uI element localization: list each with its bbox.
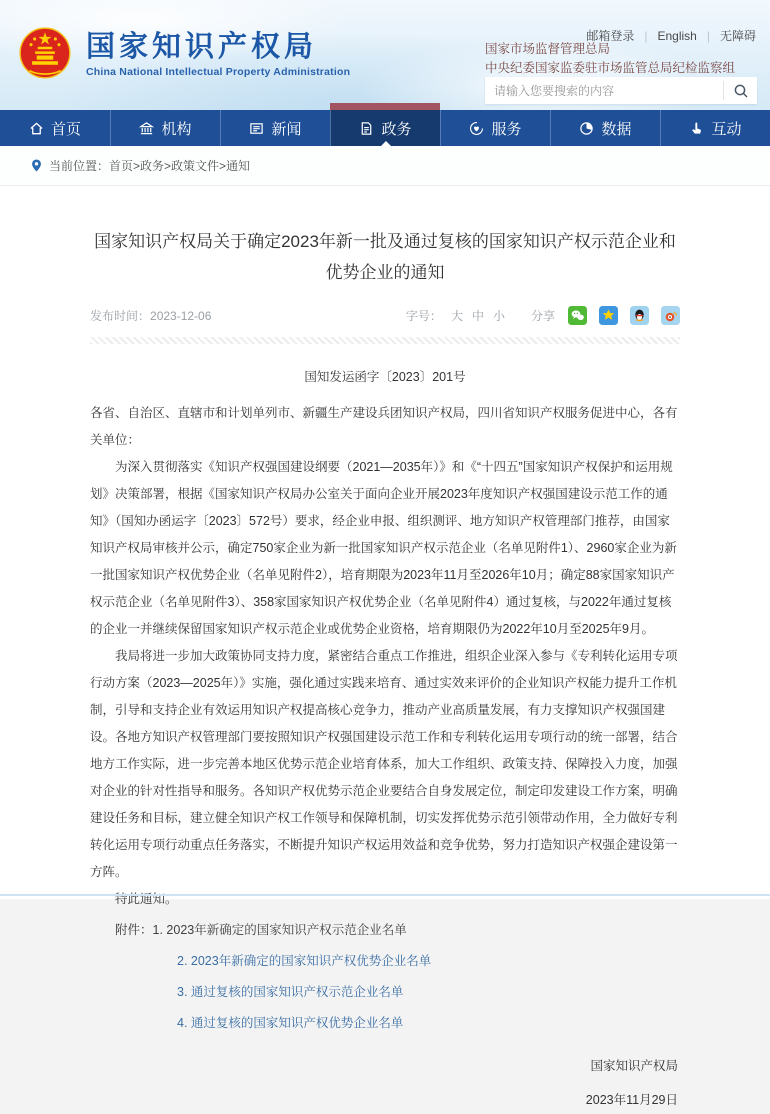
breadcrumb-path[interactable]: 首页>政务>政策文件>通知 [109,159,251,173]
accessibility-link[interactable]: 无障碍 [719,29,756,43]
nav-tab-news[interactable] [220,110,330,146]
meta-tools [406,306,680,325]
publish-date: 2023-12-06 [150,309,212,323]
footer-divider [0,894,770,896]
share-label: 分享 [530,309,555,323]
service-icon [469,121,484,136]
article [90,186,680,1114]
english-link[interactable]: English [657,28,697,43]
attachment-link-3[interactable]: 3. 通过复核的国家知识产权示范企业名单 [177,985,404,999]
divider: | [706,28,710,43]
wechat-icon[interactable] [568,306,587,325]
search-button[interactable] [723,81,757,100]
nav-tab-government[interactable] [330,110,440,146]
agency-name-cn: 国家知识产权局 [86,30,318,63]
mail-login-link[interactable]: 邮箱登录 [586,29,635,43]
nav-tab-home[interactable] [0,110,110,146]
nav-tab-label: 服务 [491,120,522,138]
nav-tab-label: 互动 [711,120,742,138]
nav-tab-label: 数据 [601,120,632,138]
data-icon [579,121,594,136]
interaction-icon [689,121,704,136]
institution-icon [139,121,154,136]
home-icon [29,121,44,136]
breadcrumb-label: 当前位置： [49,159,110,173]
site-logo[interactable] [16,25,350,83]
nav-tab-label: 新闻 [271,120,302,138]
paragraph-2: 我局将进一步加大政策协同支持力度，紧密结合重点工作推进，组织企业深入参与《专利转化运用专项行动方案（2023—2025年）》实施，强化通过实践来培育、通过实效来评价的企业知识产权能力提升工作机制，引导和支持企业有效运用知识产权提高核心竞争力，推动产业高质量发展，有力支撑知识产权强国建设。各地方知识产权管理部门要按照知识产权强国建设示范工作和专利转化运用专项行动的统一部署，结合地方工作实际，进一步完善本地区优势示范企业培育体系，加大工作组织、政策支持、保障投入力度，加强对企业的针对性指导和服务。各知识产权优势示范企业要结合自身发展定位，制定印发建设工作方案，明确建设任务和目标，建立健全知识产权工作领导和保障机制，切实发挥优势示范引领带动作用，全力做好专利转化运用专项行动重点任务落实，不断提升知识产权运用效益和竞争优势，努力打造知识产权强企建设第一方阵。 [90,649,678,879]
font-size-medium-button[interactable]: 中 [471,309,484,323]
news-icon [249,121,264,136]
attachment-link-2[interactable]: 2. 2023年新确定的国家知识产权优势企业名单 [177,954,432,968]
share-buttons [568,306,680,325]
search-input[interactable] [485,77,723,104]
signer: 国家知识产权局 [590,1059,678,1073]
related-organizations [485,40,735,78]
title-divider [90,337,680,344]
nav-tab-institution[interactable] [110,110,220,146]
article-meta [90,306,680,325]
nav-tab-label: 政务 [381,120,412,138]
attachment-link-1[interactable]: 1. 2023年新确定的国家知识产权示范企业名单 [152,923,407,937]
weibo-icon[interactable] [661,306,680,325]
font-size-label: 字号： [405,309,442,323]
qzone-icon[interactable] [599,306,618,325]
main-navigation [0,110,770,146]
site-header [0,0,770,110]
nav-tab-label: 首页 [50,120,81,138]
nav-tab-data[interactable] [550,110,660,146]
paragraph-1: 为深入贯彻落实《知识产权强国建设纲要（2021—2035年）》和《“十四五”国家知识产权保护和运用规划》决策部署，根据《国家知识产权局办公室关于面向企业开展2023年度知识产权强国建设示范工作的通知》（国知办函运字〔2023〕572号）要求，经企业申报、组织测评、地方知识产权管理部门推荐，由国家知识产权局审核并公示，确定750家企业为新一批国家知识产权示范企业（名单见附件1）、2960家企业为新一批国家知识产权优势企业（名单见附件2），培育期限为2023年11月至2026年10月；确定88家国家知识产权示范企业（名单见附件3）、358家国家知识产权优势企业（名单见附件4）通过复核，与2022年通过复核的企业一并继续保留国家知识产权示范企业或优势企业资格，培育期限仍为2022年10月至2025年9月。 [90,460,677,636]
logo-text [86,31,350,78]
attachments-label: 附件： [115,923,153,937]
agency-name-en: China National Intellectual Property Administration [86,65,351,78]
samr-link[interactable]: 国家市场监督管理总局 [485,42,611,56]
publish-time-label: 发布时间： [90,309,151,323]
attachments [90,915,680,1039]
publish-time [90,307,211,324]
qq-icon[interactable] [630,306,649,325]
nav-tab-service[interactable] [440,110,550,146]
location-pin-icon [30,158,43,173]
salutation: 各省、自治区、直辖市和计划单列市、新疆生产建设兵团知识产权局，四川省知识产权服务促进中心，各有关单位： [90,406,678,447]
national-emblem-icon [16,25,74,83]
breadcrumb [0,146,770,186]
font-size-small-button[interactable]: 小 [492,309,505,323]
closing-line: 特此通知。 [115,892,178,906]
sign-date: 2023年11月29日 [585,1093,678,1107]
nav-tab-label: 机构 [161,120,192,138]
search-icon [733,83,749,99]
font-size-large-button[interactable]: 大 [450,309,463,323]
site-search [485,77,757,104]
page-title: 国家知识产权局关于确定2023年新一批及通过复核的国家知识产权示范企业和优势企业的通知 [94,232,676,282]
signature-block [90,1053,680,1114]
divider: | [644,28,648,43]
discipline-inspection-link[interactable]: 中央纪委国家监委驻市场监管总局纪检监察组 [485,61,736,75]
attachment-link-4[interactable]: 4. 通过复核的国家知识产权优势企业名单 [177,1016,404,1030]
nav-tab-interaction[interactable] [660,110,770,146]
government-icon [359,121,374,136]
document-number: 国知发运函字〔2023〕201号 [304,370,466,384]
